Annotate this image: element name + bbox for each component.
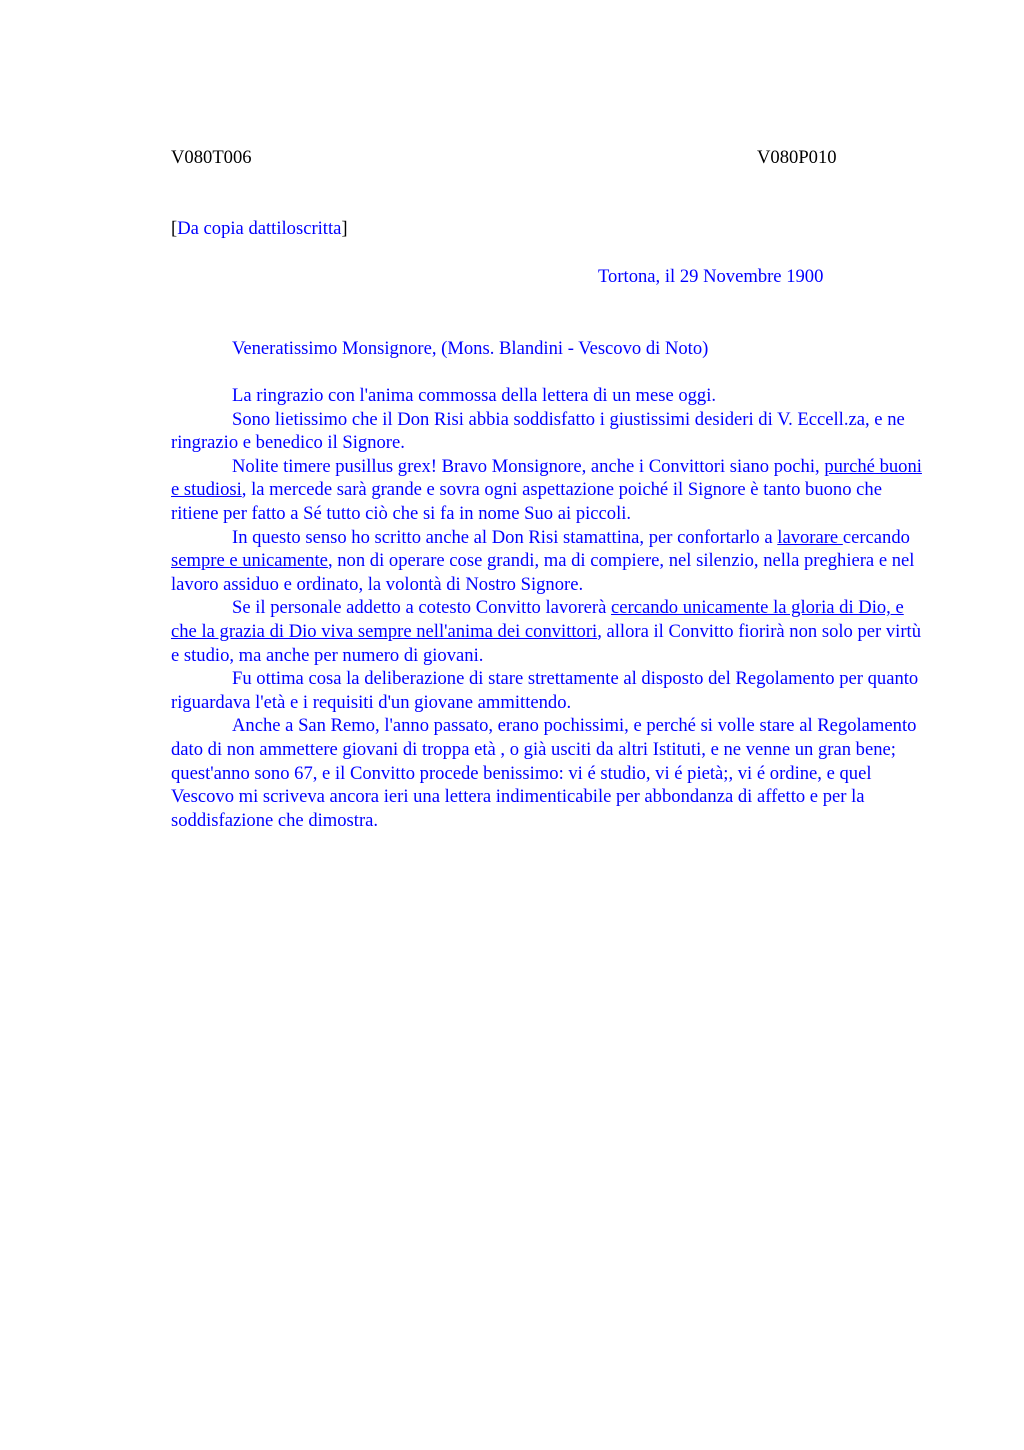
paragraph-text: cercando <box>842 526 910 548</box>
letter-paragraph <box>171 408 931 455</box>
letter-paragraph <box>171 526 931 597</box>
paragraph-text: Fu ottima cosa la deliberazione di stare strettamente al disposto del Regolamento per quanto riguardava l'età e i requisiti d'un giovane ammittendo. <box>171 668 919 713</box>
letter-paragraph <box>171 596 931 667</box>
underlined-text: purché buoni e studiosi <box>171 455 922 501</box>
dateline: Tortona, il 29 Novembre 1900 <box>598 266 824 287</box>
letter-body <box>171 384 931 832</box>
underlined-text: sempre e unicamente <box>171 550 328 572</box>
document-code-right: V080P010 <box>757 147 837 168</box>
paragraph-text: In questo senso ho scritto anche al Don Risi stamattina, per confortarlo a <box>232 526 778 548</box>
source-open-bracket: [ <box>171 218 178 239</box>
document-code-left: V080T006 <box>171 147 252 168</box>
letter-paragraph <box>171 667 931 714</box>
paragraph-text: Anche a San Remo, l'anno passato, erano pochissimi, e perché si volle stare al Regolamento dato di non ammettere giovani di troppa età , o già usciti da altri Istituti, e ne venne un gran bene; quest'anno sono 67, e il Convitto procede benissimo: vi é studio, vi é pietà;, vi é ordine, e quel Vescovo mi scriveva ancora ieri una lettera indimenticabile per abbondanza di affetto e per la soddisfazione che dimostra. <box>171 715 917 831</box>
source-close-bracket: ] <box>341 218 348 239</box>
paragraph-text: La ringrazio con l'anima commossa della lettera di un mese oggi. <box>232 385 717 406</box>
letter-paragraph <box>171 384 931 408</box>
paragraph-text: Se il personale addetto a cotesto Convitto lavorerà <box>232 597 611 619</box>
underlined-text: cercando unicamente la gloria di Dio, e che la grazia di Dio viva sempre nell'anima dei convittori <box>171 597 904 642</box>
paragraph-text: Nolite timere pusillus grex! Bravo Monsignore, anche i Convittori siano pochi, <box>232 455 825 477</box>
source-text: Da copia dattiloscritta <box>177 218 342 239</box>
source-note <box>171 218 348 240</box>
underlined-text: lavorare <box>777 526 843 548</box>
salutation: Veneratissimo Monsignore, (Mons. Blandini - Vescovo di Noto) <box>232 338 709 359</box>
letter-paragraph <box>171 714 931 832</box>
paragraph-text: , la mercede sarà grande e sovra ogni aspettazione poiché il Signore è tanto buono che ritiene per fatto a Sé tutto ciò che si fa in nome Suo ai piccoli. <box>171 479 882 524</box>
paragraph-text: , non di operare cose grandi, ma di compiere, nel silenzio, nella preghiera e nel lavoro assiduo e ordinato, la volontà di Nostro Signore. <box>171 550 915 595</box>
letter-paragraph <box>171 455 931 526</box>
paragraph-text: , allora il Convitto fiorirà non solo per virtù e studio, ma anche per numero di giovani. <box>171 620 922 666</box>
paragraph-text: Sono lietissimo che il Don Risi abbia soddisfatto i giustissimi desideri di V. Eccell.za, e ne ringrazio e benedico il Signore. <box>171 408 905 454</box>
